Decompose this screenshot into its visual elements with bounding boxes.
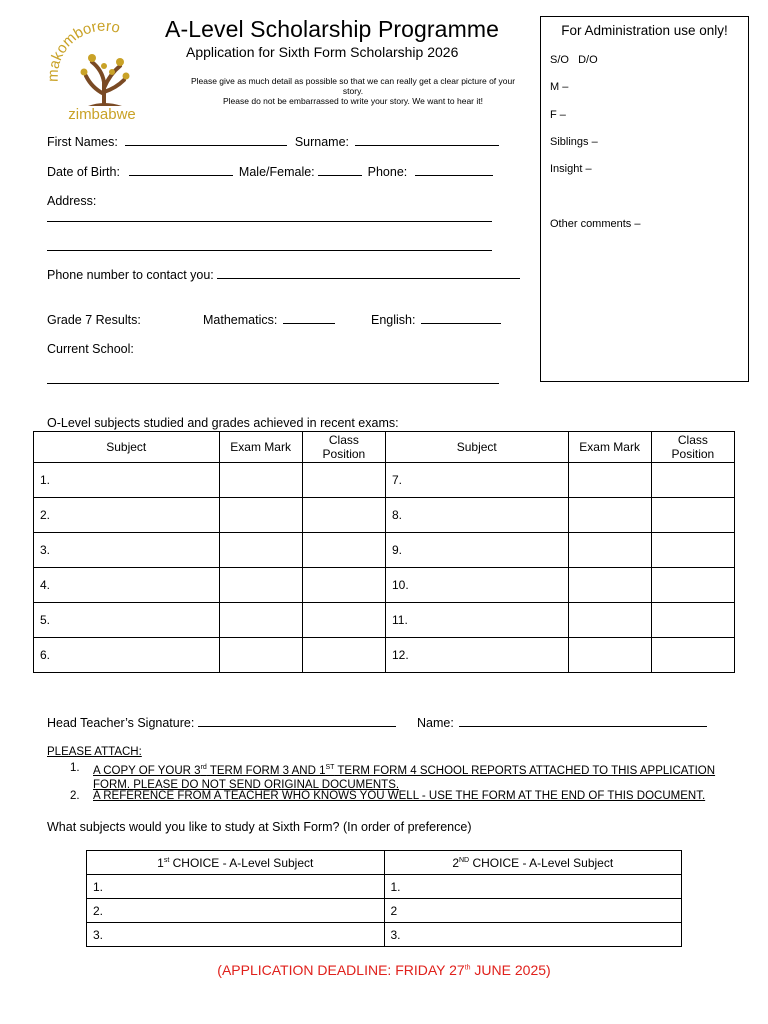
olevel-cell-mark[interactable] [568,603,651,638]
olevel-cell-mark[interactable] [219,533,302,568]
attach-item-2-number: 2. [70,790,80,802]
olevel-cell-subject[interactable]: 10. [385,568,568,603]
table-row [87,899,682,923]
current-school-label: Current School: [47,342,134,356]
choice-cell-first[interactable]: 1. [87,875,385,899]
sex-label: Male/Female: [238,165,315,179]
olevel-cell-position[interactable] [651,603,734,638]
attach-heading: PLEASE ATTACH: [47,746,142,758]
dob-field[interactable] [129,174,233,176]
english-label: English: [371,313,416,327]
admin-item-mother: M – [550,81,569,93]
deadline-text-b: JUNE 2025) [470,962,551,978]
attach-item-2 [70,790,730,802]
attach-item-1-number: 1. [70,762,80,774]
logo-arc-text: makomborero [44,22,122,83]
attach-item-1-text-c: TERM FORM 4 SCHOOL REPORTS ATTACHED TO THIS APPLICATION [334,764,716,777]
table-row [34,463,735,498]
olevel-cell-position[interactable] [651,463,734,498]
olevel-cell-mark[interactable] [219,638,302,673]
olevel-cell-mark[interactable] [568,533,651,568]
sex-field[interactable] [318,174,362,176]
olevel-header-exam-mark-right: Exam Mark [568,432,651,463]
olevel-cell-mark[interactable] [568,498,651,533]
olevel-table [33,431,735,673]
instruction-note [183,76,523,106]
choice-header-2-text: CHOICE - A-Level Subject [469,855,614,870]
olevel-cell-position[interactable] [651,498,734,533]
admin-title: For Administration use only! [561,23,728,38]
choice-cell-second[interactable]: 2 [384,899,682,923]
english-field[interactable] [421,322,501,324]
admin-item-father: F – [550,109,566,121]
logo-bottom-text: zimbabwe [68,106,136,123]
head-teacher-signature-label: Head Teacher’s Signature: [47,716,195,730]
olevel-cell-position[interactable] [302,498,385,533]
address-line-1[interactable] [47,221,492,222]
choice-cell-first[interactable]: 2. [87,899,385,923]
choice-cell-first[interactable]: 3. [87,923,385,947]
deadline-text-a: (APPLICATION DEADLINE: FRIDAY 27 [217,962,465,978]
phone-contact-row [47,268,520,282]
admin-item-so-do: S/O D/O [550,54,598,66]
olevel-cell-mark[interactable] [568,568,651,603]
olevel-cell-subject[interactable]: 1. [34,463,220,498]
choice-cell-second[interactable]: 3. [384,923,682,947]
page-title: A-Level Scholarship Programme [165,16,499,42]
olevel-cell-position[interactable] [302,603,385,638]
attach-item-1-text-a: A COPY OF YOUR 3 [93,764,201,777]
admin-box [540,16,749,382]
olevel-cell-mark[interactable] [219,603,302,638]
table-row [87,923,682,947]
table-row [34,638,735,673]
olevel-cell-subject[interactable]: 9. [385,533,568,568]
olevel-cell-position[interactable] [302,533,385,568]
first-names-label: First Names: [47,135,118,149]
olevel-cell-subject[interactable]: 7. [385,463,568,498]
olevel-cell-subject[interactable]: 4. [34,568,220,603]
admin-item-siblings: Siblings – [550,136,598,148]
choices-table [86,850,682,947]
choices-question: What subjects would you like to study at Sixth Form? (In order of preference) [47,820,472,834]
attach-item-1-text-b: TERM FORM 3 AND 1 [206,764,326,777]
phone-label: Phone: [367,165,408,179]
page-subtitle: Application for Sixth Form Scholarship 2026 [186,44,459,60]
choice-header-2-num: 2 [452,855,459,870]
olevel-cell-subject[interactable]: 6. [34,638,220,673]
head-teacher-signature-field[interactable] [198,725,396,727]
olevel-cell-position[interactable] [302,638,385,673]
choice-header-1-text: CHOICE - A-Level Subject [169,855,314,870]
olevel-cell-mark[interactable] [219,498,302,533]
maths-row [203,313,335,327]
olevel-cell-subject[interactable]: 3. [34,533,220,568]
table-row [34,533,735,568]
application-deadline [0,962,768,978]
olevel-cell-mark[interactable] [568,638,651,673]
attach-item-2-text: A REFERENCE FROM A TEACHER WHO KNOWS YOU WELL - USE THE FORM AT THE END OF THIS DOCUMENT. [93,790,706,802]
deadline-sup: th [464,964,471,972]
choice-header-1-num: 1 [157,855,164,870]
signature-name-field[interactable] [459,725,707,727]
dob-label: Date of Birth: [47,165,120,179]
admin-item-other-comments: Other comments – [550,218,641,230]
phone-contact-label: Phone number to contact you: [47,268,214,282]
olevel-cell-subject[interactable]: 12. [385,638,568,673]
surname-field[interactable] [355,144,499,146]
grade7-label: Grade 7 Results: [47,313,141,327]
olevel-cell-position[interactable] [651,533,734,568]
address-line-2[interactable] [47,250,492,251]
choice-header-1 [87,851,385,875]
current-school-field[interactable] [47,383,499,384]
olevel-header-subject-right: Subject [385,432,568,463]
table-row [34,498,735,533]
instruction-note-line-2: Please do not be embarrassed to write your story. We want to hear it! [222,96,483,106]
olevel-cell-position[interactable] [302,568,385,603]
olevel-cell-mark[interactable] [219,568,302,603]
olevel-cell-mark[interactable] [568,463,651,498]
table-row [87,875,682,899]
olevel-header-class-position-right: Class Position [651,432,734,463]
phone-field[interactable] [415,174,493,176]
olevel-cell-subject[interactable]: 8. [385,498,568,533]
maths-field[interactable] [283,322,335,324]
phone-contact-field[interactable] [217,277,520,279]
surname-label: Surname: [294,135,350,149]
choice-header-1-sup: st [163,856,170,864]
olevel-cell-position[interactable] [651,638,734,673]
olevel-cell-position[interactable] [651,568,734,603]
attach-item-1-sup-2: ST [325,764,335,771]
attach-item-1-sup-1: rd [200,764,207,771]
olevel-cell-subject[interactable]: 5. [34,603,220,638]
address-label: Address: [47,194,97,208]
maths-label: Mathematics: [203,313,278,327]
olevel-cell-subject[interactable]: 11. [385,603,568,638]
english-row [371,313,501,327]
first-names-field[interactable] [125,144,287,146]
instruction-note-line-1: Please give as much detail as possible so that we can really get a clear picture of your story. [190,76,516,96]
olevel-cell-subject[interactable]: 2. [34,498,220,533]
head-teacher-signature-row [47,716,396,730]
signature-name-row [417,716,707,730]
olevel-cell-position[interactable] [302,463,385,498]
choice-header-2-sup: ND [459,856,470,864]
table-row [34,568,735,603]
olevel-header-exam-mark-left: Exam Mark [219,432,302,463]
dob-row [47,165,493,179]
choice-header-2 [384,851,682,875]
olevel-cell-mark[interactable] [219,463,302,498]
attach-item-1-text-d: FORM. PLEASE DO NOT SEND ORIGINAL DOCUMENTS. [93,778,400,791]
signature-name-label: Name: [417,716,454,730]
olevel-header-class-position-left: Class Position [302,432,385,463]
table-row [34,603,735,638]
attach-item-1 [70,761,720,792]
logo [44,22,162,126]
admin-item-insight: Insight – [550,163,592,175]
olevel-heading: O-Level subjects studied and grades achieved in recent exams: [47,416,399,430]
first-names-row [47,135,499,149]
olevel-header-subject-left: Subject [34,432,220,463]
choice-cell-second[interactable]: 1. [384,875,682,899]
